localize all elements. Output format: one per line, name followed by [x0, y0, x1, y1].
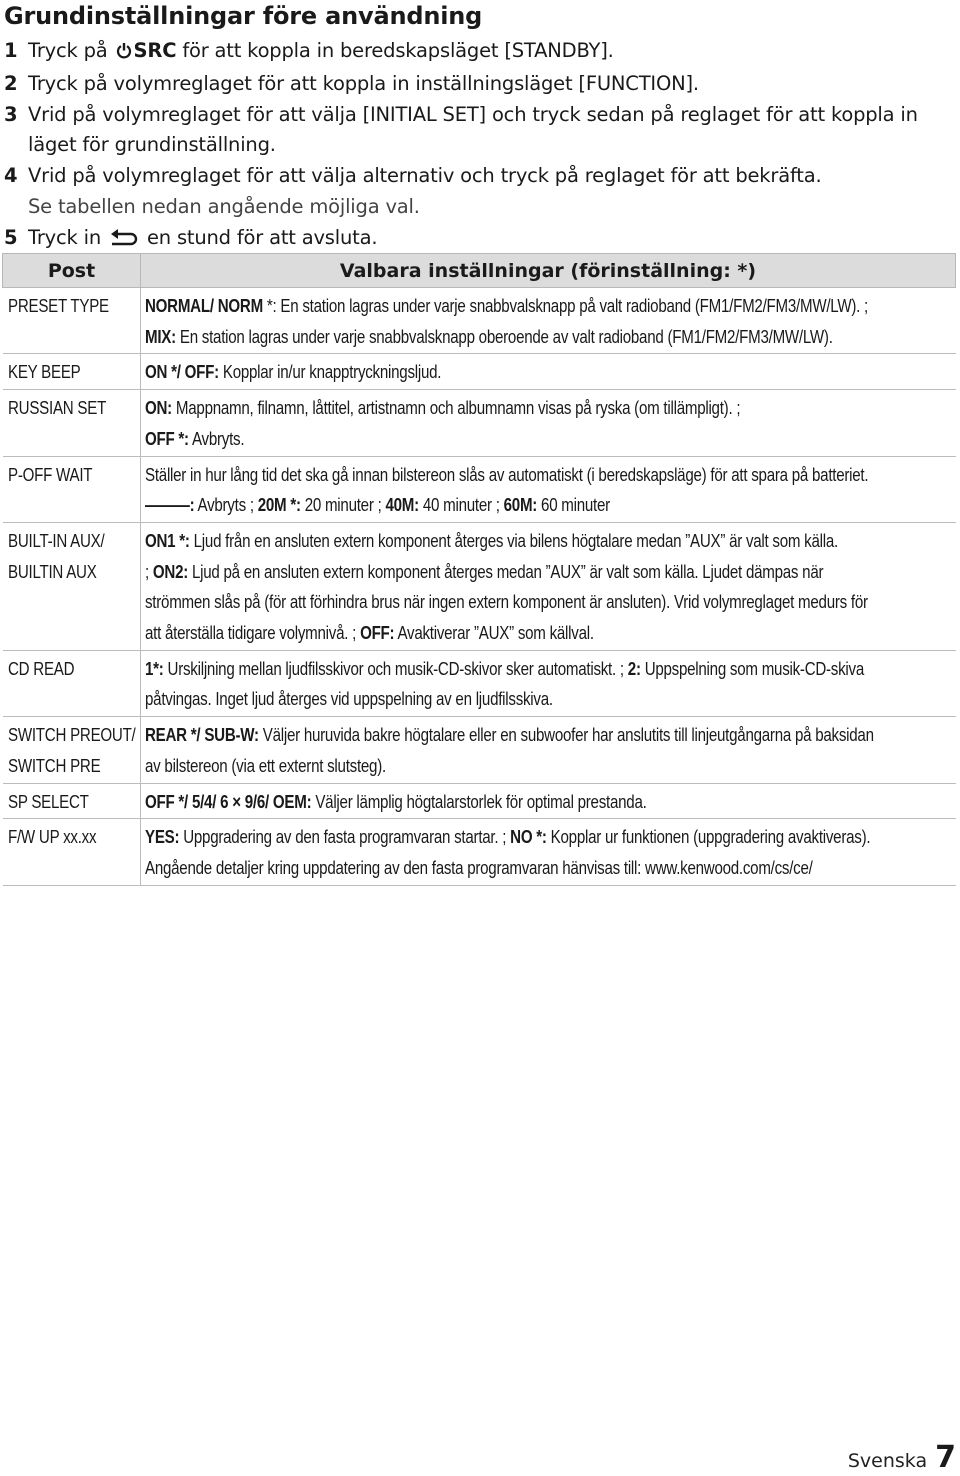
option-description: 60 minuter — [537, 495, 610, 516]
option-description: Ljud på en ansluten extern komponent återges medan ”AUX” är valt som källa. Ljudet dämpas när — [188, 561, 824, 582]
option-description: Kopplar in/ur knapptryckningsljud. — [218, 362, 442, 383]
option-value: NORMAL/ NORM — [145, 296, 263, 316]
option-description: *: En station lagras under varje snabbvalsknapp på valt radioband (FM1/FM2/FM3/MW/LW). ; — [262, 296, 868, 316]
setting-item-name: RUSSIAN SET — [7, 398, 106, 419]
setting-item-cell — [3, 783, 141, 819]
setting-item-name: SP SELECT — [7, 791, 89, 812]
step-item — [4, 223, 954, 256]
step-note: Se tabellen nedan angående möjliga val. — [28, 194, 420, 218]
step-text: Tryck in — [28, 225, 101, 249]
step-text: Tryck på volymreglaget för att koppla in inställningsläget [FUNCTION]. — [28, 71, 699, 95]
option-description: Kopplar ur funktionen (uppgradering avaktiveras). — [546, 827, 871, 848]
footer-language: Svenska — [847, 1450, 928, 1472]
option-value: YES: — [145, 827, 180, 848]
option-description: Avaktiverar ”AUX” som källval. — [394, 623, 594, 644]
step-number: 1 — [4, 39, 18, 62]
option-value: 1*: — [145, 658, 164, 679]
table-row — [3, 819, 956, 885]
page-title: Grundinställningar före användning — [4, 2, 483, 30]
option-description: strömmen slås på (för att förhindra brus när ingen extern komponent är ansluten). Vrid volymreglaget medurs för — [145, 592, 868, 613]
option-value: OFF */ 5/4/ 6 × 9/6/ OEM: — [145, 791, 312, 812]
option-description: Avbryts ; — [194, 495, 258, 516]
option-description: Uppgradering av den fasta programvaran startar. ; — [179, 827, 511, 848]
page-number: 7 — [935, 1440, 956, 1475]
option-description: Uppspelning som musik-CD-skiva — [640, 658, 865, 679]
back-return-icon — [109, 225, 139, 256]
step-item — [4, 36, 954, 69]
table-row — [3, 456, 956, 522]
setting-options-cell — [141, 522, 956, 650]
setting-item-cell — [3, 390, 141, 456]
option-value: 20M *: — [257, 495, 301, 516]
table-row — [3, 288, 956, 354]
step-item — [4, 100, 954, 162]
setting-item-cell — [3, 456, 141, 522]
setting-options-cell — [141, 288, 956, 354]
option-description: av bilstereon (via ett externt slutsteg). — [145, 755, 386, 776]
setting-item-name: CD READ — [7, 658, 74, 679]
setting-options-cell — [141, 717, 956, 783]
table-row — [3, 522, 956, 650]
setting-options-cell — [141, 390, 956, 456]
option-value: ON: — [145, 398, 172, 419]
page-footer — [848, 1440, 956, 1475]
setting-item-cell — [3, 522, 141, 650]
table-header-row — [3, 254, 956, 288]
option-description: 40 minuter ; — [418, 495, 504, 516]
table-row — [3, 650, 956, 716]
option-value: OFF *: — [145, 428, 189, 449]
option-description: Mappnamn, filnamn, låttitel, artistnamn och albumnamn visas på ryska (om tillämpligt). ; — [171, 398, 741, 419]
setting-item-cell — [3, 819, 141, 885]
table-row — [3, 354, 956, 390]
option-value: ———: — [145, 495, 195, 516]
table-body — [3, 288, 956, 886]
column-header-settings: Valbara inställningar (förinställning: *) — [141, 254, 956, 288]
option-value: NO *: — [510, 827, 547, 848]
setting-options-cell — [141, 783, 956, 819]
option-value: 60M: — [503, 495, 538, 516]
step-item — [4, 69, 954, 100]
step-text: Vrid på volymreglaget för att välja [INITIAL SET] och tryck sedan på reglaget för att koppla in läget för grundinställning. — [28, 102, 918, 157]
option-value: ON1 *: — [145, 530, 190, 551]
option-description: Avbryts. — [188, 428, 245, 449]
setting-item-cell — [3, 717, 141, 783]
option-description: Ljud från en ansluten extern komponent återges via bilens högtalare medan ”AUX” är valt som källa. — [189, 530, 838, 551]
option-description: Ställer in hur lång tid det ska gå innan bilstereon slås av automatiskt (i beredskapsläge) för att spara på batteriet. — [145, 464, 869, 485]
table-row — [3, 783, 956, 819]
table-row — [3, 717, 956, 783]
option-value: 2: — [627, 658, 641, 679]
step-number: 3 — [4, 102, 18, 126]
step-number: 4 — [4, 164, 18, 188]
step-text: Tryck på — [28, 39, 108, 62]
setting-item-name: P-OFF WAIT — [7, 464, 92, 485]
step-number: 5 — [4, 225, 18, 249]
option-value: REAR */ SUB-W: — [145, 725, 259, 746]
option-description: påtvingas. Inget ljud återges vid uppspelning av en ljudfilsskiva. — [145, 689, 553, 710]
setting-item-name: SWITCH PRE — [7, 755, 100, 776]
setting-options-cell — [141, 650, 956, 716]
setting-item-name: BUILT-IN AUX/ — [7, 530, 104, 551]
option-value: 40M: — [385, 495, 419, 516]
step-text: för att koppla in beredskapsläget [STANDBY]. — [182, 39, 614, 62]
step-text: Vrid på volymreglaget för att välja alternativ och tryck på reglaget för att bekräfta. — [28, 164, 822, 188]
table-row — [3, 390, 956, 456]
setting-item-cell — [3, 650, 141, 716]
setting-options-cell — [141, 354, 956, 390]
column-header-item: Post — [3, 254, 141, 288]
option-description: Väljer lämplig högtalarstorlek för optimal prestanda. — [311, 791, 647, 812]
setting-item-cell — [3, 288, 141, 354]
option-value: MIX: — [145, 326, 176, 347]
setting-item-name: F/W UP xx.xx — [7, 827, 96, 848]
option-description: ; — [145, 561, 153, 582]
option-value: ON2: — [152, 561, 189, 582]
option-value: OFF: — [360, 623, 395, 644]
setting-item-name: PRESET TYPE — [7, 296, 109, 316]
option-description: Angående detaljer kring uppdatering av den fasta programvaran hänvisas till: www.kenwood.com/cs/ce/ — [145, 857, 813, 878]
setting-item-name: SWITCH PREOUT/ — [7, 725, 136, 746]
option-value: ON */ OFF: — [145, 362, 219, 383]
power-icon — [116, 38, 132, 69]
setting-options-cell — [141, 456, 956, 522]
setting-item-name: KEY BEEP — [7, 362, 81, 383]
step-number: 2 — [4, 71, 18, 95]
src-key-label: SRC — [133, 39, 177, 62]
option-description: En station lagras under varje snabbvalsknapp oberoende av valt radioband (FM1/FM2/FM3/MW/LW). — [175, 326, 833, 347]
setting-options-cell — [141, 819, 956, 885]
setting-item-name: BUILTIN AUX — [7, 561, 97, 582]
settings-table — [2, 253, 956, 886]
step-item — [4, 161, 954, 223]
setting-item-cell — [3, 354, 141, 390]
option-description: Urskiljning mellan ljudfilsskivor och musik-CD-skivor sker automatiskt. ; — [163, 658, 628, 679]
option-description: 20 minuter ; — [300, 495, 386, 516]
option-description: Väljer huruvida bakre högtalare eller en subwoofer har anslutits till linjeutgångarna på baksidan — [258, 725, 874, 746]
step-list — [4, 36, 954, 256]
option-description: att återställa tidigare volymnivå. ; — [145, 623, 361, 644]
step-text: en stund för att avsluta. — [147, 225, 378, 249]
